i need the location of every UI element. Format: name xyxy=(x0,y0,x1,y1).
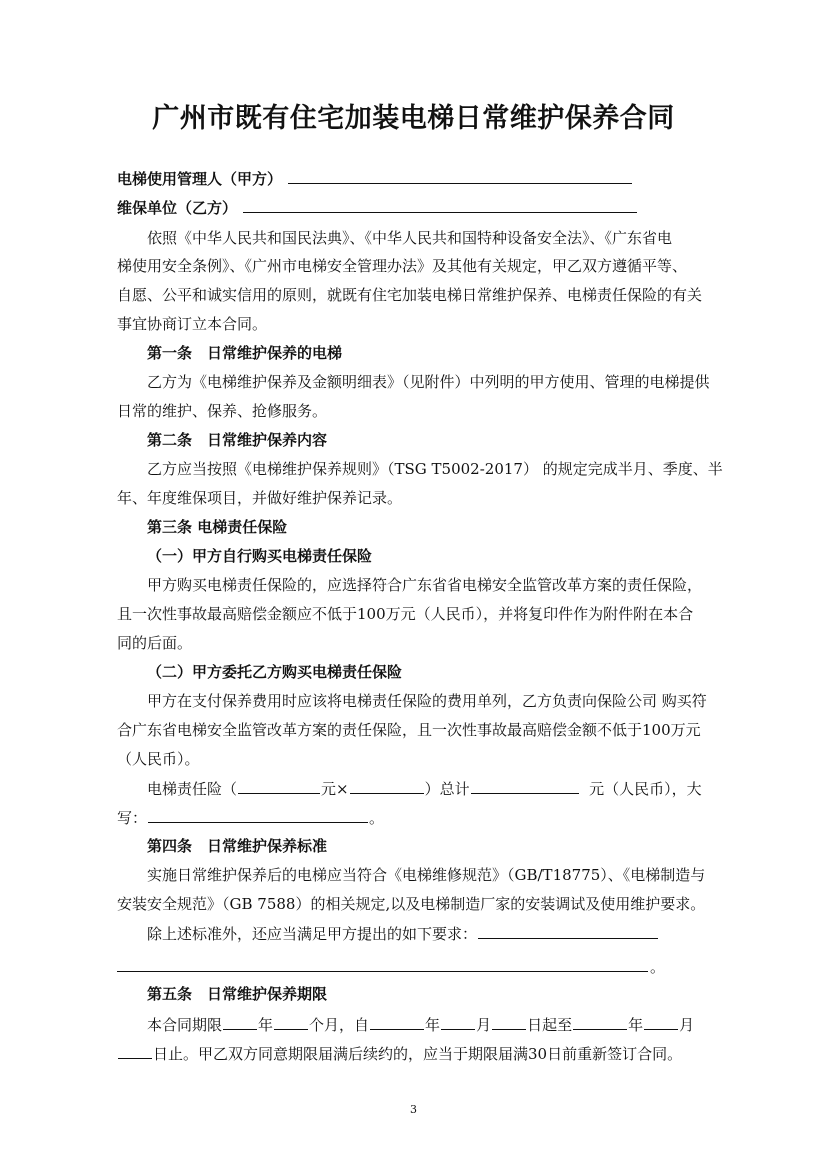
intro-line-1: 依照《中华人民共和国民法典》、《中华人民共和国特种设备安全法》、《广东省电 xyxy=(147,229,673,247)
art1-heading: 第一条 日常维护保养的电梯 xyxy=(147,344,343,362)
party-b-line xyxy=(117,197,638,218)
fee-unit-price-blank[interactable] xyxy=(238,778,320,794)
term-months-blank[interactable] xyxy=(274,1014,308,1030)
art2-heading: 第二条 日常维护保养内容 xyxy=(147,431,328,449)
end-month-blank[interactable] xyxy=(644,1014,678,1030)
fee-words-end: 。 xyxy=(369,809,385,827)
start-month-blank[interactable] xyxy=(441,1014,475,1030)
art4-end: 。 xyxy=(650,958,666,976)
art5-renewal-text: 日止。甲乙双方同意期限届满后续约的，应当于期限届满30日前重新签订合同。 xyxy=(153,1045,683,1063)
fee-multiply: 元× xyxy=(321,780,349,798)
art3-sub2-line-1: 甲方在支付保养费用时应该将电梯责任保险的费用单列，乙方负责向保险公司 购买符 xyxy=(147,692,707,710)
end-day-blank[interactable] xyxy=(118,1043,152,1059)
fee-label: 电梯责任险（ xyxy=(147,780,238,798)
intro-line-4: 事宜协商订立本合同。 xyxy=(117,315,268,333)
fee-total-blank[interactable] xyxy=(471,778,579,794)
fee-currency: 元（人民币），大 xyxy=(589,780,702,798)
party-b-blank[interactable] xyxy=(243,197,637,213)
fee-quantity-blank[interactable] xyxy=(350,778,424,794)
start-year-blank[interactable] xyxy=(370,1014,424,1030)
page-number: 3 xyxy=(410,1103,417,1116)
end-year-blank[interactable] xyxy=(573,1014,627,1030)
art3-sub2-line-3: （人民币）。 xyxy=(117,750,200,768)
start-day-unit: 日起至 xyxy=(527,1016,573,1034)
start-month-unit: 月 xyxy=(476,1016,492,1034)
art3-heading: 第三条 电梯责任保险 xyxy=(147,518,288,536)
term-label: 本合同期限 xyxy=(147,1016,223,1034)
art4-line-1: 实施日常维护保养后的电梯应当符合《电梯维修规范》（GB/T18775）、《电梯制造与 xyxy=(147,866,706,884)
art3-sub1-line-3: 同的后面。 xyxy=(117,634,193,652)
extra-requirements-blank[interactable] xyxy=(478,923,658,939)
art3-sub1-heading: （一）甲方自行购买电梯责任保险 xyxy=(147,547,373,565)
end-year-unit: 年 xyxy=(628,1016,644,1034)
fee-words-line xyxy=(117,807,384,828)
party-a-blank[interactable] xyxy=(288,168,632,184)
party-b-label: 维保单位（乙方） xyxy=(117,199,238,217)
insurance-fee-line xyxy=(147,778,702,799)
end-month-unit: 月 xyxy=(679,1016,695,1034)
party-a-label: 电梯使用管理人（甲方） xyxy=(117,170,283,188)
art1-line-2: 日常的维护、保养、抢修服务。 xyxy=(117,402,328,420)
contract-title: 广州市既有住宅加装电梯日常维护保养合同 xyxy=(152,103,675,134)
art4-heading: 第四条 日常维护保养标准 xyxy=(147,837,328,855)
art5-line-2 xyxy=(117,1043,682,1064)
start-year-unit: 年 xyxy=(425,1016,441,1034)
months-unit: 个月，自 xyxy=(309,1016,370,1034)
art5-line-1 xyxy=(147,1014,694,1035)
art3-sub2-line-2: 合广东省电梯安全监管改革方案的责任保险，且一次性事故最高赔偿金额不低于100万元 xyxy=(117,721,701,739)
art3-sub2-heading: （二）甲方委托乙方购买电梯责任保险 xyxy=(147,663,403,681)
term-years-blank[interactable] xyxy=(223,1014,257,1030)
fee-words-blank[interactable] xyxy=(148,807,368,823)
years-unit: 年 xyxy=(258,1016,274,1034)
intro-line-2: 梯使用安全条例》、《广州市电梯安全管理办法》及其他有关规定，甲乙双方遵循平等、 xyxy=(117,257,688,275)
art2-line-1: 乙方应当按照《电梯维护保养规则》（TSG T5002-2017） 的规定完成半月、季度、半 xyxy=(147,460,723,478)
art3-sub1-line-1: 甲方购买电梯责任保险的，应选择符合广东省省电梯安全监管改革方案的责任保险， xyxy=(147,576,703,594)
art4-extra-text: 除上述标准外，还应当满足甲方提出的如下要求： xyxy=(147,925,478,943)
start-day-blank[interactable] xyxy=(492,1014,526,1030)
fee-total-label: ）总计 xyxy=(424,780,470,798)
party-a-line xyxy=(117,168,633,189)
art2-line-2: 年、年度维保项目，并做好维护保养记录。 xyxy=(117,489,403,507)
art3-sub1-line-2: 且一次性事故最高赔偿金额应不低于100万元（人民币），并将复印件作为附件附在本合 xyxy=(117,605,694,623)
art5-heading: 第五条 日常维护保养期限 xyxy=(147,985,328,1003)
extra-requirements-blank-2[interactable] xyxy=(117,970,648,972)
art4-line-2: 安装安全规范》（GB 7588）的相关规定,以及电梯制造厂家的安装调试及使用维护要求。 xyxy=(117,895,706,913)
intro-line-3: 自愿、公平和诚实信用的原则，就既有住宅加装电梯日常维护保养、电梯责任保险的有关 xyxy=(117,286,703,304)
fee-words-label: 写： xyxy=(117,809,148,827)
art4-extra-line xyxy=(147,923,659,944)
art1-line-1: 乙方为《电梯维护保养及金额明细表》（见附件）中列明的甲方使用、管理的电梯提供 xyxy=(147,373,710,391)
